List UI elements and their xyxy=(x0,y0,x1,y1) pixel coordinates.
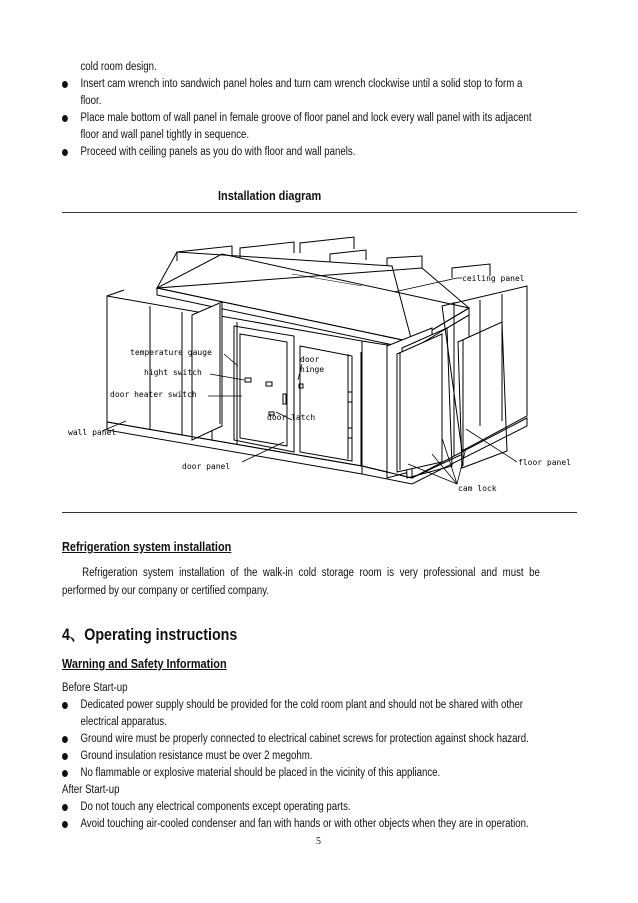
bullet-icon xyxy=(62,753,68,760)
bullet-icon xyxy=(62,115,68,122)
install-step: Proceed with ceiling panels as you do with floor and wall panels. xyxy=(62,144,579,161)
diagram-title: Installation diagram xyxy=(218,188,322,203)
page-number: 5 xyxy=(316,836,321,847)
before-startup-list xyxy=(62,697,529,782)
install-step: Place male bottom of wall panel in female groove of floor panel and lock every wall panel with its adjacent floor and wall panel tightly in sequence. xyxy=(62,110,579,144)
paragraph-line: performed by our company or certified company. xyxy=(62,585,270,597)
bullet-icon xyxy=(62,736,68,743)
safety-item: Do not touch any electrical components except operating parts. xyxy=(62,799,529,816)
install-step: Insert cam wrench into sandwich panel holes and turn cam wrench clockwise until a solid stop to form a floor. xyxy=(62,76,579,110)
door-panel-label: door panel xyxy=(182,462,231,471)
bullet-icon xyxy=(62,149,68,156)
paragraph-line: Refrigeration system installation of the walk-in cold storage room is very professional and must be xyxy=(82,567,540,579)
wall-panel-label: wall panel xyxy=(68,428,117,437)
install-steps-list xyxy=(62,76,579,161)
light-switch-label: hight switch xyxy=(144,368,202,377)
warning-heading: Warning and Safety Information xyxy=(62,656,227,671)
installation-diagram xyxy=(62,216,577,510)
after-startup-label: After Start-up xyxy=(62,784,120,796)
safety-item: Avoid touching air-cooled condenser and fan with hands or with other objects when they are in operation. xyxy=(62,816,529,833)
floor-panel-label: floor panel xyxy=(518,458,571,467)
diagram-bottom-rule xyxy=(62,512,577,513)
bullet-icon xyxy=(62,702,68,709)
after-startup-list xyxy=(62,799,529,833)
door-hinge-label-line2: hinge xyxy=(300,365,325,374)
before-startup-label: Before Start-up xyxy=(62,682,128,694)
bullet-icon xyxy=(62,81,68,88)
temperature-gauge-label: temperature gauge xyxy=(130,348,212,357)
refrigeration-heading: Refrigeration system installation xyxy=(62,539,232,554)
diagram-top-rule xyxy=(62,212,577,213)
safety-item: No flammable or explosive material should be placed in the vicinity of this appliance. xyxy=(62,765,529,782)
cam-lock-label: cam lock xyxy=(458,484,497,493)
refrigeration-paragraph xyxy=(62,564,540,600)
continuation-line: cold room design. xyxy=(80,61,157,73)
safety-item: Ground wire must be properly connected to electrical cabinet screws for protection against shock hazard. xyxy=(62,731,529,748)
door-latch-label: door latch xyxy=(267,413,316,422)
top-block xyxy=(62,59,579,161)
door-heater-switch-label: door heater switch xyxy=(110,390,197,399)
bullet-icon xyxy=(62,770,68,777)
safety-item: Ground insulation resistance must be over 2 megohm. xyxy=(62,748,529,765)
safety-block xyxy=(62,680,529,833)
ceiling-panel-label: ceiling panel xyxy=(462,274,525,283)
bullet-icon xyxy=(62,821,68,828)
bullet-icon xyxy=(62,804,68,811)
operating-heading: 4、Operating instructions xyxy=(62,625,238,644)
safety-item: Dedicated power supply should be provided for the cold room plant and should not be shared with other electrical apparatus. xyxy=(62,697,529,731)
door-hinge-label-line1: door xyxy=(300,355,320,364)
